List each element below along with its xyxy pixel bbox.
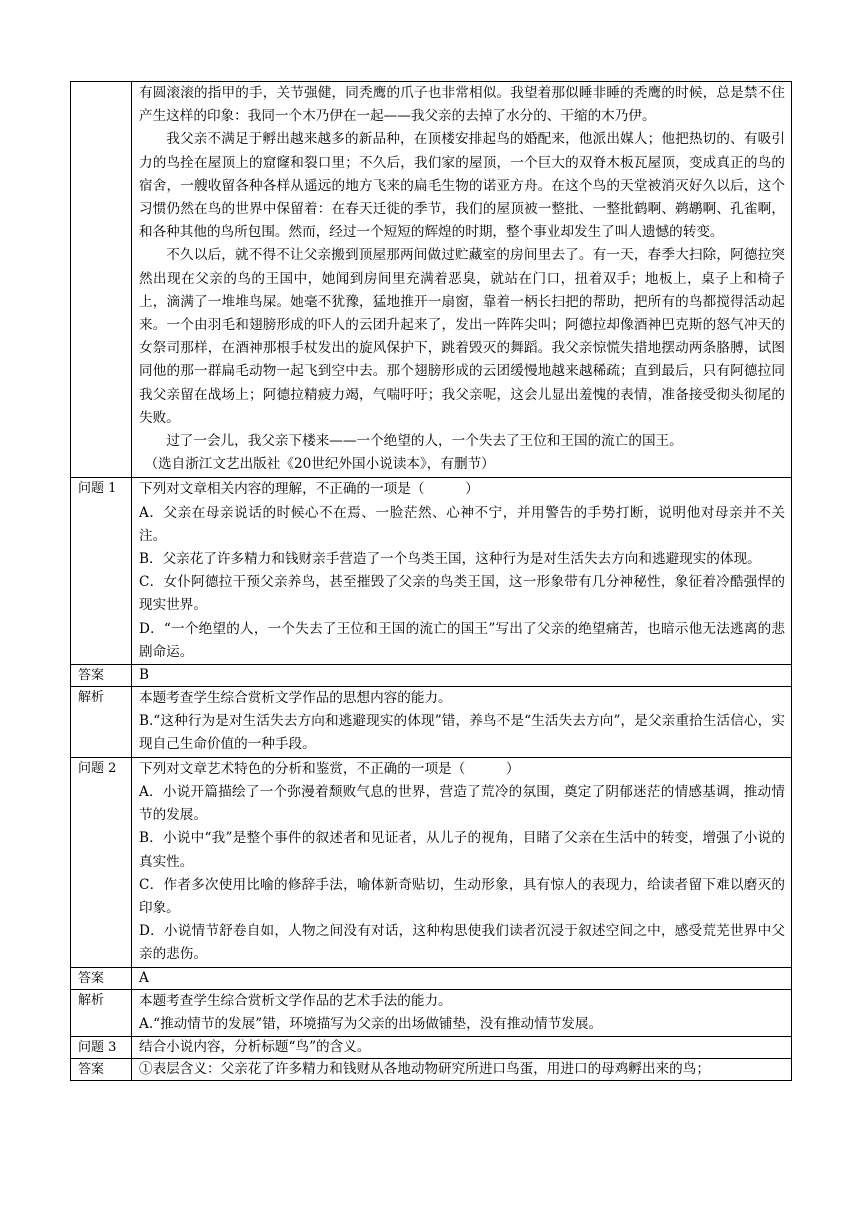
question-2-label: 问题 2 — [71, 757, 132, 967]
question-1-stem: 下列对文章相关内容的理解，不正确的一项是（ ） — [139, 481, 479, 498]
question-2-analysis-row — [71, 989, 792, 1036]
question-1-option-b: B．父亲花了许多精力和钱财亲手营造了一个鸟类王国，这种行为是对生活失去方向和逃避现实的体现。 — [139, 551, 761, 568]
question-2-option-b: B．小说中“我”是整个事件的叙述者和见证者，从儿子的视角，目睹了父亲在生活中的转变，增强了小说的真实性。 — [139, 830, 785, 870]
answer-label: 答案 — [71, 967, 132, 989]
question-2-analysis — [132, 989, 792, 1036]
analysis-line: 本题考查学生综合赏析文学作品的思想内容的能力。 — [139, 690, 452, 707]
passage-paragraph: 我父亲不满足于孵出越来越多的新品种，在顶楼安排起鸟的婚配来，他派出媒人；他把热切的、有吸引力的鸟拴在屋顶上的窟窿和裂口里；不久后，我们家的屋顶，一个巨大的双脊木板瓦屋顶，变成真正的鸟的宿舍，一艘收留各种各样从遥远的地方飞来的扁毛生物的诺亚方舟。在这个鸟的天堂被消灭好久以后，这个习惯仍然在鸟的世界中保留着：在春天迁徙的季节，我们的屋顶被一整批、一整批鹤啊、鹈鹕啊、孔雀啊，和各种其他的鸟所包围。然而，经过一个短短的辉煌的时期，整个事业却发生了叫人遗憾的转变。 — [139, 131, 785, 241]
passage-source: （选自浙江文艺出版社《20世纪外国小说读本》，有删节） — [144, 456, 495, 473]
answer-label: 答案 — [71, 1058, 132, 1080]
question-3-row — [71, 1036, 792, 1058]
question-2-stem: 下列对文章艺术特色的分析和鉴赏，不正确的一项是（ ） — [139, 760, 520, 777]
question-1-answer-row — [71, 665, 792, 687]
analysis-line: A.“推动情节的发展”错，环境描写为父亲的出场做铺垫，没有推动情节发展。 — [139, 1015, 603, 1032]
question-1-label: 问题 1 — [71, 478, 132, 665]
analysis-line: 本题考查学生综合赏析文学作品的艺术手法的能力。 — [139, 992, 452, 1009]
passage-row — [71, 82, 792, 478]
question-3-stem: 结合小说内容，分析标题“鸟”的含义。 — [132, 1036, 792, 1058]
passage-paragraph: 过了一会儿，我父亲下楼来——一个绝望的人，一个失去了王位和王国的流亡的国王。 — [166, 433, 683, 450]
analysis-label: 解析 — [71, 989, 132, 1036]
qa-table — [70, 81, 792, 1081]
question-1-analysis — [132, 687, 792, 758]
question-1-option-d: D．“一个绝望的人，一个失去了王位和王国的流亡的国王”写出了父亲的绝望痛苦，也暗示他无法逃离的悲剧命运。 — [139, 620, 785, 660]
question-2-row — [71, 757, 792, 967]
question-2-option-a: A．小说开篇描绘了一个弥漫着颓败气息的世界，营造了荒冷的氛围，奠定了阴郁迷茫的情感基调，推动情节的发展。 — [139, 783, 785, 824]
question-1-option-c: C．女仆阿德拉干预父亲养鸟，甚至摧毁了父亲的鸟类王国，这一形象带有几分神秘性，象征着冷酷强悍的现实世界。 — [139, 574, 785, 614]
passage-paragraph: 不久以后，就不得不让父亲搬到顶屋那两间做过贮藏室的房间里去了。有一天，春季大扫除，阿德拉突然出现在父亲的鸟的王国中，她闻到房间里充满着恶臭，就站在门口，扭着双手；地板上，桌子上和椅子上，滴满了一堆堆鸟屎。她毫不犹豫，猛地推开一扇窗，靠着一柄长扫把的帮助，把所有的鸟都搅得活动起来。一个由羽毛和翅膀形成的吓人的云团升起来了，发出一阵阵尖叫；阿德拉却像酒神巴克斯的怒气冲天的女祭司那样，在酒神那根手杖发出的旋风保护下，跳着毁灭的舞蹈。我父亲惊慌失措地摆动两条胳膊，试图同他的那一群扁毛动物一起飞到空中去。那个翅膀形成的云团缓慢地越来越稀疏；直到最后，只有阿德拉同我父亲留在战场上；阿德拉精疲力竭，气喘吁吁；我父亲呢，这会儿显出羞愧的表情，准备接受彻头彻尾的失败。 — [139, 247, 785, 426]
answer-label: 答案 — [71, 665, 132, 687]
question-1-row — [71, 478, 792, 665]
passage-label-cell — [71, 82, 132, 478]
question-1-body — [132, 478, 792, 665]
question-1-option-a: A．父亲在母亲说话的时候心不在焉、一脸茫然、心神不宁，并用警告的手势打断，说明他对母亲并不关注。 — [139, 504, 785, 544]
question-1-answer: B — [132, 665, 792, 687]
question-2-body — [132, 757, 792, 967]
question-2-option-c: C．作者多次使用比喻的修辞手法，喻体新奇贴切，生动形象，具有惊人的表现力，给读者留下难以磨灭的印象。 — [139, 876, 785, 916]
analysis-line: B.“这种行为是对生活失去方向和逃避现实的体现”错，养鸟不是“生活失去方向”，是父亲重拾生活信心，实现自己生命价值的一种手段。 — [139, 713, 785, 753]
passage-text — [132, 82, 792, 478]
question-2-option-d: D．小说情节舒卷自如，人物之间没有对话，这种构思使我们读者沉浸于叙述空间之中，感受荒芜世界中父亲的悲伤。 — [139, 923, 785, 963]
question-3-answer: ①表层含义：父亲花了许多精力和钱财从各地动物研究所进口鸟蛋，用进口的母鸡孵出来的鸟； — [132, 1058, 792, 1080]
worksheet — [70, 81, 792, 1081]
question-2-answer-row — [71, 967, 792, 989]
question-2-answer: A — [132, 967, 792, 989]
passage-paragraph: 有圆滚滚的指甲的手，关节强健，同秃鹰的爪子也非常相似。我望着那似睡非睡的秃鹰的时候，总是禁不住产生这样的印象：我同一个木乃伊在一起——我父亲的去掉了水分的、干缩的木乃伊。 — [139, 85, 785, 125]
analysis-label: 解析 — [71, 687, 132, 758]
question-3-label: 问题 3 — [71, 1036, 132, 1058]
question-1-analysis-row — [71, 687, 792, 758]
question-3-answer-row — [71, 1058, 792, 1080]
